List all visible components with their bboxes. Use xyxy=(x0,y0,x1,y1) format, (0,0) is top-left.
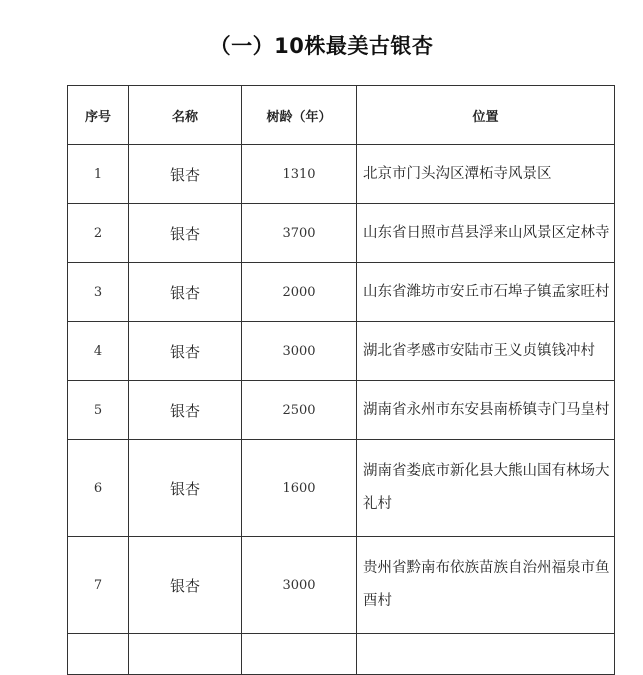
cell-name: 银杏 xyxy=(129,322,242,381)
cell-location: 北京市门头沟区潭柘寺风景区 xyxy=(357,145,615,204)
cell-age: 1310 xyxy=(242,145,357,204)
table-row xyxy=(68,322,615,381)
table-header-row xyxy=(68,86,615,145)
table-row xyxy=(68,145,615,204)
cell-name: 银杏 xyxy=(129,204,242,263)
cell-location: 湖北省孝感市安陆市王义贞镇钱冲村 xyxy=(357,322,615,381)
page-title: （一）10株最美古银杏 xyxy=(209,34,434,58)
cell-index: 1 xyxy=(68,145,129,204)
cell-index-empty xyxy=(68,634,129,675)
table-row-partial xyxy=(68,634,615,675)
cell-name: 银杏 xyxy=(129,537,242,634)
cell-age: 3000 xyxy=(242,537,357,634)
cell-location: 山东省潍坊市安丘市石埠子镇孟家旺村 xyxy=(357,263,615,322)
cell-location: 贵州省黔南布依族苗族自治州福泉市鱼酉村 xyxy=(357,537,615,634)
cell-age: 2000 xyxy=(242,263,357,322)
table-row xyxy=(68,204,615,263)
cell-age: 3700 xyxy=(242,204,357,263)
table-row xyxy=(68,381,615,440)
cell-age: 1600 xyxy=(242,440,357,537)
cell-index: 4 xyxy=(68,322,129,381)
cell-location: 山东省日照市莒县浮来山风景区定林寺 xyxy=(357,204,615,263)
cell-index: 7 xyxy=(68,537,129,634)
cell-location: 湖南省永州市东安县南桥镇寺门马皇村 xyxy=(357,381,615,440)
header-index: 序号 xyxy=(68,86,129,145)
cell-name: 银杏 xyxy=(129,263,242,322)
cell-index: 3 xyxy=(68,263,129,322)
ginkgo-table xyxy=(67,85,615,675)
cell-name: 银杏 xyxy=(129,145,242,204)
table-row xyxy=(68,440,615,537)
cell-location: 湖南省娄底市新化县大熊山国有林场大礼村 xyxy=(357,440,615,537)
cell-age-empty xyxy=(242,634,357,675)
cell-age: 3000 xyxy=(242,322,357,381)
header-name: 名称 xyxy=(129,86,242,145)
cell-age: 2500 xyxy=(242,381,357,440)
header-age: 树龄（年） xyxy=(242,86,357,145)
cell-index: 6 xyxy=(68,440,129,537)
cell-index: 2 xyxy=(68,204,129,263)
cell-name-empty xyxy=(129,634,242,675)
cell-name: 银杏 xyxy=(129,440,242,537)
cell-location-empty xyxy=(357,634,615,675)
table-row xyxy=(68,263,615,322)
header-location: 位置 xyxy=(357,86,615,145)
table-row xyxy=(68,537,615,634)
cell-index: 5 xyxy=(68,381,129,440)
cell-name: 银杏 xyxy=(129,381,242,440)
